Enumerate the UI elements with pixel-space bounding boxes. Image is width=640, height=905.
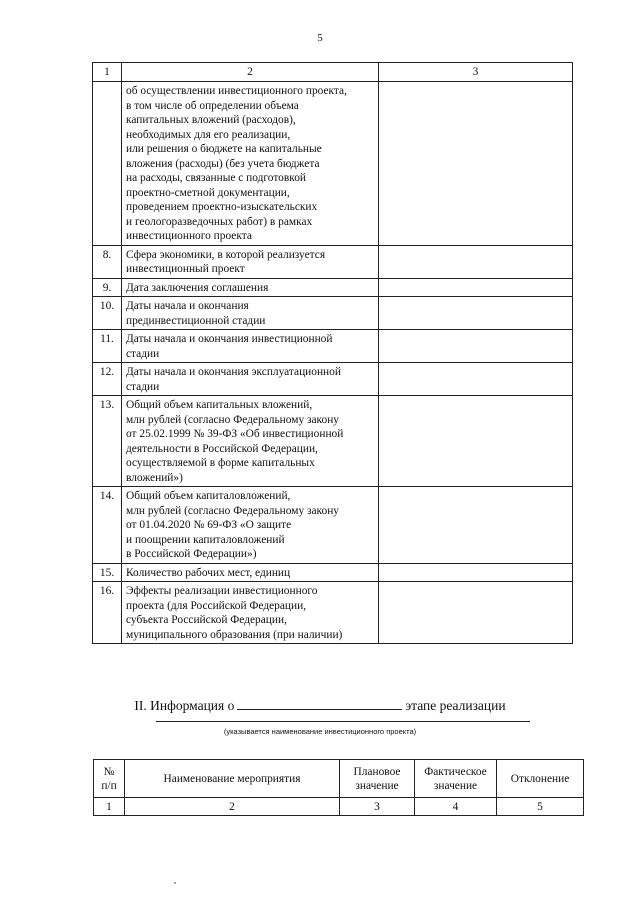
table-row [93, 278, 573, 297]
column-number: 3 [340, 798, 415, 816]
row-description [122, 363, 379, 396]
row-value-cell [379, 330, 573, 363]
header-cell [94, 760, 125, 798]
row-value-cell [379, 563, 573, 582]
row-number [93, 82, 122, 246]
description-line: Даты начала и окончания [126, 300, 249, 312]
row-number: 16. [93, 582, 122, 644]
description-line: субъекта Российской Федерации, [126, 614, 287, 626]
description-line: в Российской Федерации») [126, 548, 257, 560]
row-value-cell [379, 82, 573, 246]
header-line: значение [433, 779, 478, 792]
table-row [93, 487, 573, 564]
description-line: проектно-сметной документации, [126, 186, 290, 199]
row-description [122, 297, 379, 330]
header-cell [125, 760, 340, 798]
description-line: Сфера экономики, в которой реализуется [126, 248, 326, 261]
row-number: 8. [93, 245, 122, 278]
description-line: вложения (расходы) (без учета бюджета [126, 157, 320, 170]
header-line: Наименование мероприятия [163, 772, 301, 785]
row-number: 11. [93, 330, 122, 363]
row-number: 15. [93, 563, 122, 582]
row-description [122, 396, 379, 487]
column-number: 5 [497, 798, 584, 816]
description-line: Общий объем капитальных вложений, [126, 399, 313, 411]
description-line: Даты начала и окончания инвестиционной [126, 333, 333, 345]
table-row [93, 582, 573, 644]
row-number: 12. [93, 363, 122, 396]
row-value-cell [379, 582, 573, 644]
row-value-cell [379, 396, 573, 487]
description-line: Дата заключения соглашения [126, 281, 269, 294]
description-line: млн рублей (согласно Федеральному закону [126, 504, 339, 517]
scan-speck [174, 882, 176, 884]
description-line: Количество рабочих мест, единиц [126, 566, 291, 579]
stage-events-table [93, 759, 584, 816]
description-line: об осуществлении инвестиционного проекта, [126, 85, 347, 97]
table-header-row [93, 63, 573, 82]
section-title-prefix: II. Информация о [134, 698, 235, 713]
description-line: прединвестиционной стадии [126, 314, 266, 327]
header-line: Плановое [353, 765, 401, 778]
header-line: Отклонение [510, 772, 570, 785]
header-cell: 1 [93, 63, 122, 82]
table-row [93, 82, 573, 246]
row-description [122, 245, 379, 278]
section-note: (указывается наименование инвестиционного проекта) [223, 727, 417, 736]
page-number: 5 [317, 32, 323, 44]
description-line: Даты начала и окончания эксплуатационной [126, 366, 341, 378]
description-line: млн рублей (согласно Федеральному закону [126, 413, 339, 426]
header-line: значение [355, 779, 399, 792]
description-line: проведением проектно-изыскательских [126, 201, 318, 213]
blank-fill-line [237, 695, 402, 710]
row-description [122, 330, 379, 363]
row-description [122, 487, 379, 564]
column-number: 4 [415, 798, 497, 816]
table-row [93, 245, 573, 278]
description-line: проекта (для Российской Федерации, [126, 599, 307, 612]
description-line: инвестиционный проект [126, 263, 245, 275]
row-description [122, 563, 379, 582]
description-line: от 25.02.1999 № 39-ФЗ «Об инвестиционной [126, 428, 344, 440]
header-line: № [103, 765, 115, 778]
description-line: и поощрении капиталовложений [126, 533, 285, 546]
section-title [0, 695, 640, 714]
description-line: капитальных вложений (расходов), [126, 114, 296, 126]
header-cell [415, 760, 497, 798]
description-line: стадии [126, 347, 160, 360]
description-line: инвестиционного проекта [126, 230, 252, 242]
description-line: осуществляемой в форме капитальных [126, 457, 315, 469]
row-description [122, 82, 379, 246]
section-title-suffix: этапе реализации [405, 698, 506, 713]
row-value-cell [379, 245, 573, 278]
description-line: необходимых для его реализации, [126, 128, 291, 141]
table-row [93, 396, 573, 487]
header-line: Фактическое [424, 765, 487, 778]
header-cell [497, 760, 584, 798]
description-line: в том числе об определении объема [126, 99, 299, 112]
header-line: п/п [101, 779, 117, 792]
description-line: и геологоразведочных работ) в рамках [126, 215, 313, 228]
table-header-row [94, 760, 584, 798]
row-value-cell [379, 278, 573, 297]
header-cell: 3 [379, 63, 573, 82]
row-value-cell [379, 363, 573, 396]
row-description [122, 278, 379, 297]
description-line: или решения о бюджете на капитальные [126, 143, 322, 155]
column-number: 1 [94, 798, 125, 816]
description-line: Общий объем капиталовложений, [126, 490, 291, 502]
row-number: 13. [93, 396, 122, 487]
description-line: на расходы, связанные с подготовкой [126, 172, 306, 184]
description-line: вложений») [126, 471, 183, 484]
column-number: 2 [125, 798, 340, 816]
description-line: Эффекты реализации инвестиционного [126, 585, 318, 597]
description-line: муниципального образования (при наличии) [126, 628, 343, 641]
description-line: от 01.04.2020 № 69-ФЗ «О защите [126, 519, 292, 531]
column-number-row [94, 798, 584, 816]
row-value-cell [379, 297, 573, 330]
table-row [93, 363, 573, 396]
header-cell [340, 760, 415, 798]
underline-divider [156, 721, 530, 722]
project-info-table [92, 62, 573, 644]
description-line: стадии [126, 380, 160, 393]
table-row [93, 297, 573, 330]
row-number: 9. [93, 278, 122, 297]
table-row [93, 330, 573, 363]
description-line: деятельности в Российской Федерации, [126, 442, 318, 455]
row-description [122, 582, 379, 644]
row-number: 14. [93, 487, 122, 564]
table-row [93, 563, 573, 582]
row-value-cell [379, 487, 573, 564]
row-number: 10. [93, 297, 122, 330]
header-cell: 2 [122, 63, 379, 82]
